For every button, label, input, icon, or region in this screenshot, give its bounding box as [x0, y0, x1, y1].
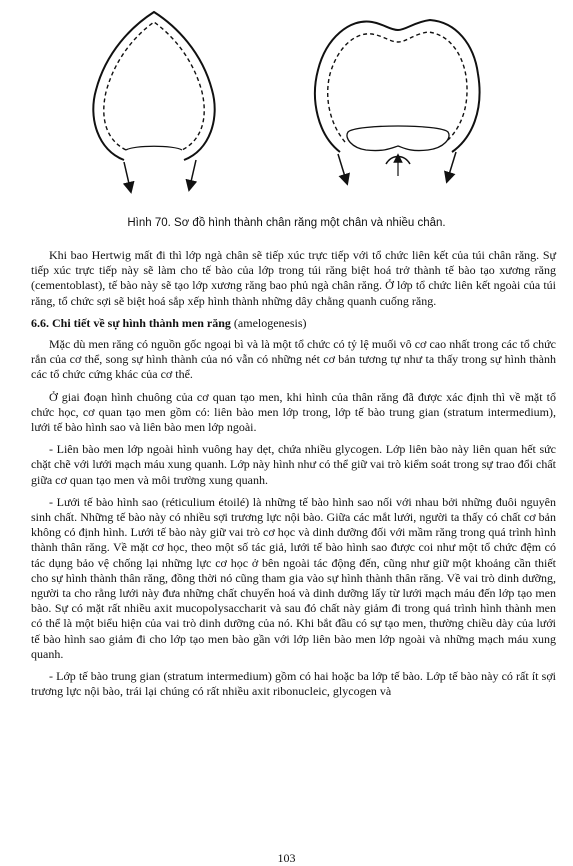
paragraph: Mặc dù men răng có nguồn gốc ngoại bì và là một tổ chức có tỷ lệ muối vô cơ cao nhất trong các tổ chức rắn của cơ thể, song sự hình thành của nó vẫn có những nét cơ bản tương tự như ta thấy trong sự hình thành các tổ chức cứng khác của cơ thể.	[31, 337, 556, 382]
paragraph: - Liên bào men lớp ngoài hình vuông hay dẹt, chứa nhiều glycogen. Lớp liên bào này liên quan hết sức chặt chẽ với lưới mạch máu xung quanh. Lớp này hình như có thể giữ vai trò kiểm soát trong sự trao đổi chất giữa cơ quan tạo men và môi trường xung quanh.	[31, 442, 556, 487]
paragraph: - Lưới tế bào hình sao (réticulium étoilé) là những tế bào hình sao nối với nhau bởi những đuôi nguyên sinh chất. Những tế bào này có nhiều sợi trương lực nội bào. Giữa các mắt lưới, người ta thấy có chất cơ bản không có định hình. Lưới tế bào này giữ vai trò cơ học và dinh dưỡng đối với mầm răng trong quá trình hình thành thân răng. Về mặt cơ học, theo một số tác giả, lưới tế bào hình sao được coi như một tổ chức đệm có tác dụng bảo vệ chống lại những lực cơ học ở bên ngoài tác động đến, cũng như giữ một khoảng cần thiết cho sự hình thành thân răng, đồng thời nó cũng tham gia vào sự hình thành thân răng. Về vai trò dinh dưỡng, người ta cho rằng lưới này đưa những chất chuyển hoá và dinh dưỡng lấy từ lưới mạch máu đến lớp tạo men bào. Sự có mặt rất nhiều axit mucopolysaccharit và sau đó chất này giảm đi trong quá trình hình thành men có thể là một biểu hiện của vai trò dinh dưỡng của nó. Khi bắt đầu có sự tạo men, thường chiều dày của lưới tế bào hình sao giảm đi cho lớp tạo men bào gần với lớp liên bào men lớp ngoài và những mạch máu xung quanh.	[31, 494, 556, 661]
single-root-drawing	[93, 12, 214, 188]
paragraph: Khi bao Hertwig mất đi thì lớp ngà chân sẽ tiếp xúc trực tiếp với tổ chức liên kết của túi chân răng. Sự tiếp xúc trực tiếp này sẽ làm cho tế bào của lớp trong túi răng biệt hoá trở thành tế bào tạo xương răng (cementoblast), tế bào này sẽ tạo lớp xương răng bao phủ ngà chân răng. Ở lớp tổ chức liên kết ngoài của túi răng, tổ chức sợi sẽ biệt hoá sắp xếp hình thành những dây chằng quanh cuống răng.	[31, 248, 556, 308]
section-heading-term: (amelogenesis)	[230, 315, 307, 330]
multi-root-drawing	[315, 20, 480, 180]
figure-root-formation	[0, 0, 573, 215]
section-heading-bold: 6.6. Chi tiết về sự hình thành men răng	[31, 315, 231, 330]
document-body	[31, 248, 556, 706]
figure-caption: Hình 70. Sơ đồ hình thành chân răng một chân và nhiều chân.	[127, 217, 446, 229]
section-heading	[31, 316, 556, 331]
page-number: 103	[277, 851, 296, 865]
paragraph: Ở giai đoạn hình chuông của cơ quan tạo men, khi hình của thân răng đã được xác định thì về mặt tổ chức học, cơ quan tạo men gồm có: liên bào men lớp trong, lớp tế bào trung gian (stratum intermedium), lưới tế bào hình sao và liên bào men lớp ngoài.	[31, 389, 556, 435]
root-formation-diagram	[0, 0, 573, 215]
paragraph: - Lớp tế bào trung gian (stratum intermedium) gồm có hai hoặc ba lớp tế bào. Lớp tế bào này có rất ít sợi trương lực nội bào, trái lại chúng có rất nhiều axit ribonucleic, glycogen và	[31, 669, 556, 699]
